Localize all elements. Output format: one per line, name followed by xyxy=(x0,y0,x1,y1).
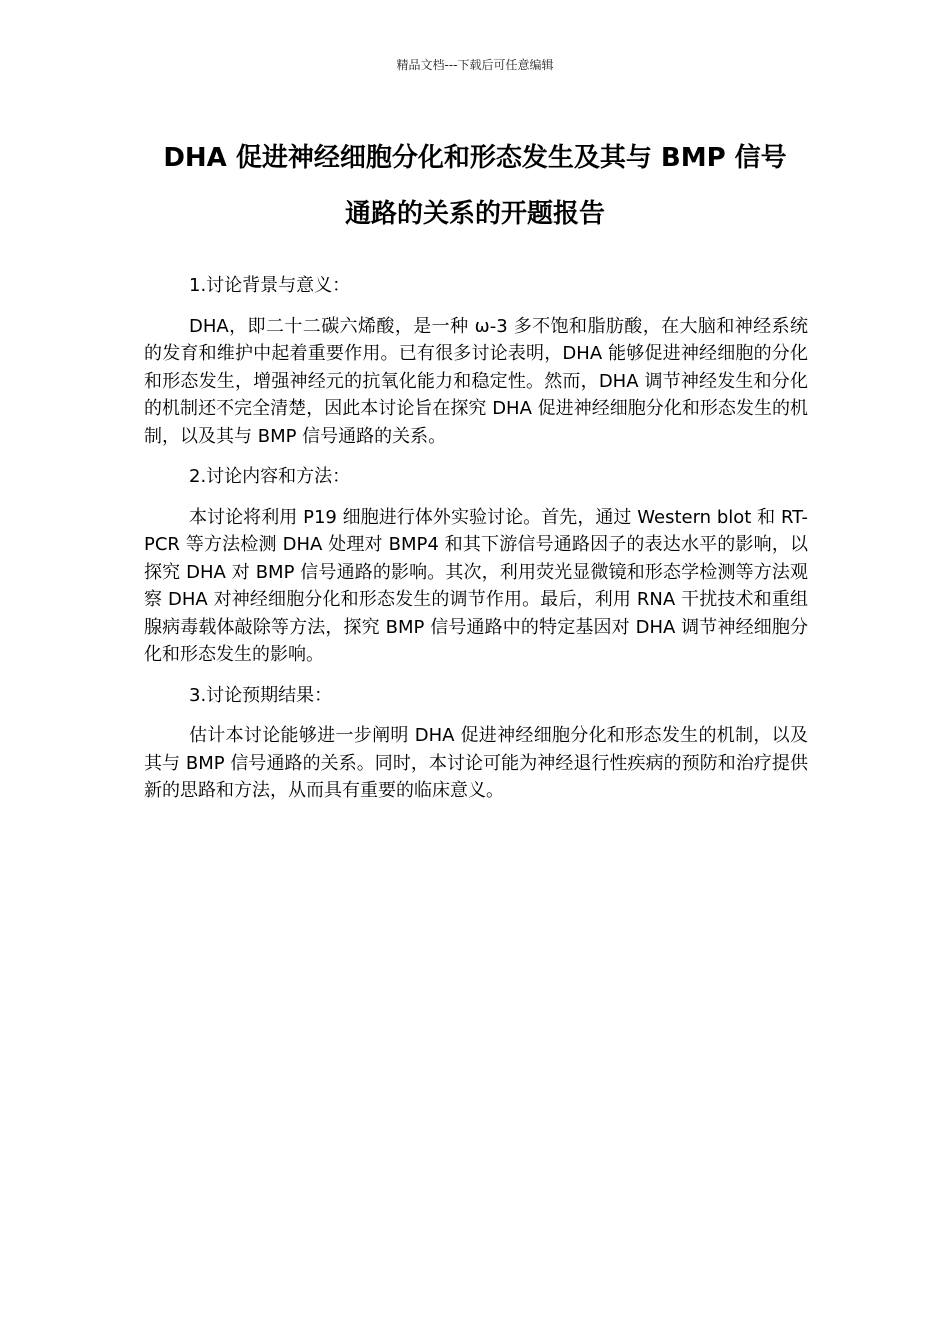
section-heading-methods: 2.讨论内容和方法： xyxy=(189,466,351,487)
section-heading-expected-results: 3.讨论预期结果： xyxy=(189,684,333,706)
section-paragraph-background: DHA，即二十二碳六烯酸，是一种 ω-3 多不饱和脂肪酸，在大脑和神经系统的发育和维护中起着重要作用。已有很多讨论表明，DHA 能够促进神经细胞的分化和形态发生，增强神经元的抗氧化能力和稳定性。然而，DHA 调节神经发生和分化的机制还不完全清楚，因此本讨论旨在探究 DHA 促进神经细胞分化和形态发生的机制，以及其与 BMP 信号通路的关系。 xyxy=(144,315,808,447)
section-paragraph-expected-results: 估计本讨论能够进一步阐明 DHA 促进神经细胞分化和形态发生的机制，以及其与 BMP 信号通路的关系。同时，本讨论可能为神经退行性疾病的预防和治疗提供新的思路和方法，从而具有重要的临床意义。 xyxy=(144,725,808,801)
document-title-line-2: 通路的关系的开题报告 xyxy=(344,199,605,229)
document-title-line-1: DHA 促进神经细胞分化和形态发生及其与 BMP 信号 xyxy=(163,143,787,173)
section-paragraph-methods: 本讨论将利用 P19 细胞进行体外实验讨论。首先，通过 Western blot 和 RT-PCR 等方法检测 DHA 处理对 BMP4 和其下游信号通路因子的表达水平的影响，以探究 DHA 对 BMP 信号通路的影响。其次，利用荧光显微镜和形态学检测等方法观察 DHA 对神经细胞分化和形态发生的调节作用。最后，利用 RNA 干扰技术和重组腺病毒载体敲除等方法，探究 BMP 信号通路中的特定基因对 DHA 调节神经细胞分化和形态发生的影响。 xyxy=(144,506,808,665)
header-note: 精品文档---下载后可任意编辑 xyxy=(396,58,554,72)
document-body xyxy=(144,272,808,818)
section-heading-background: 1.讨论背景与意义： xyxy=(189,275,351,296)
document-title xyxy=(140,130,810,242)
